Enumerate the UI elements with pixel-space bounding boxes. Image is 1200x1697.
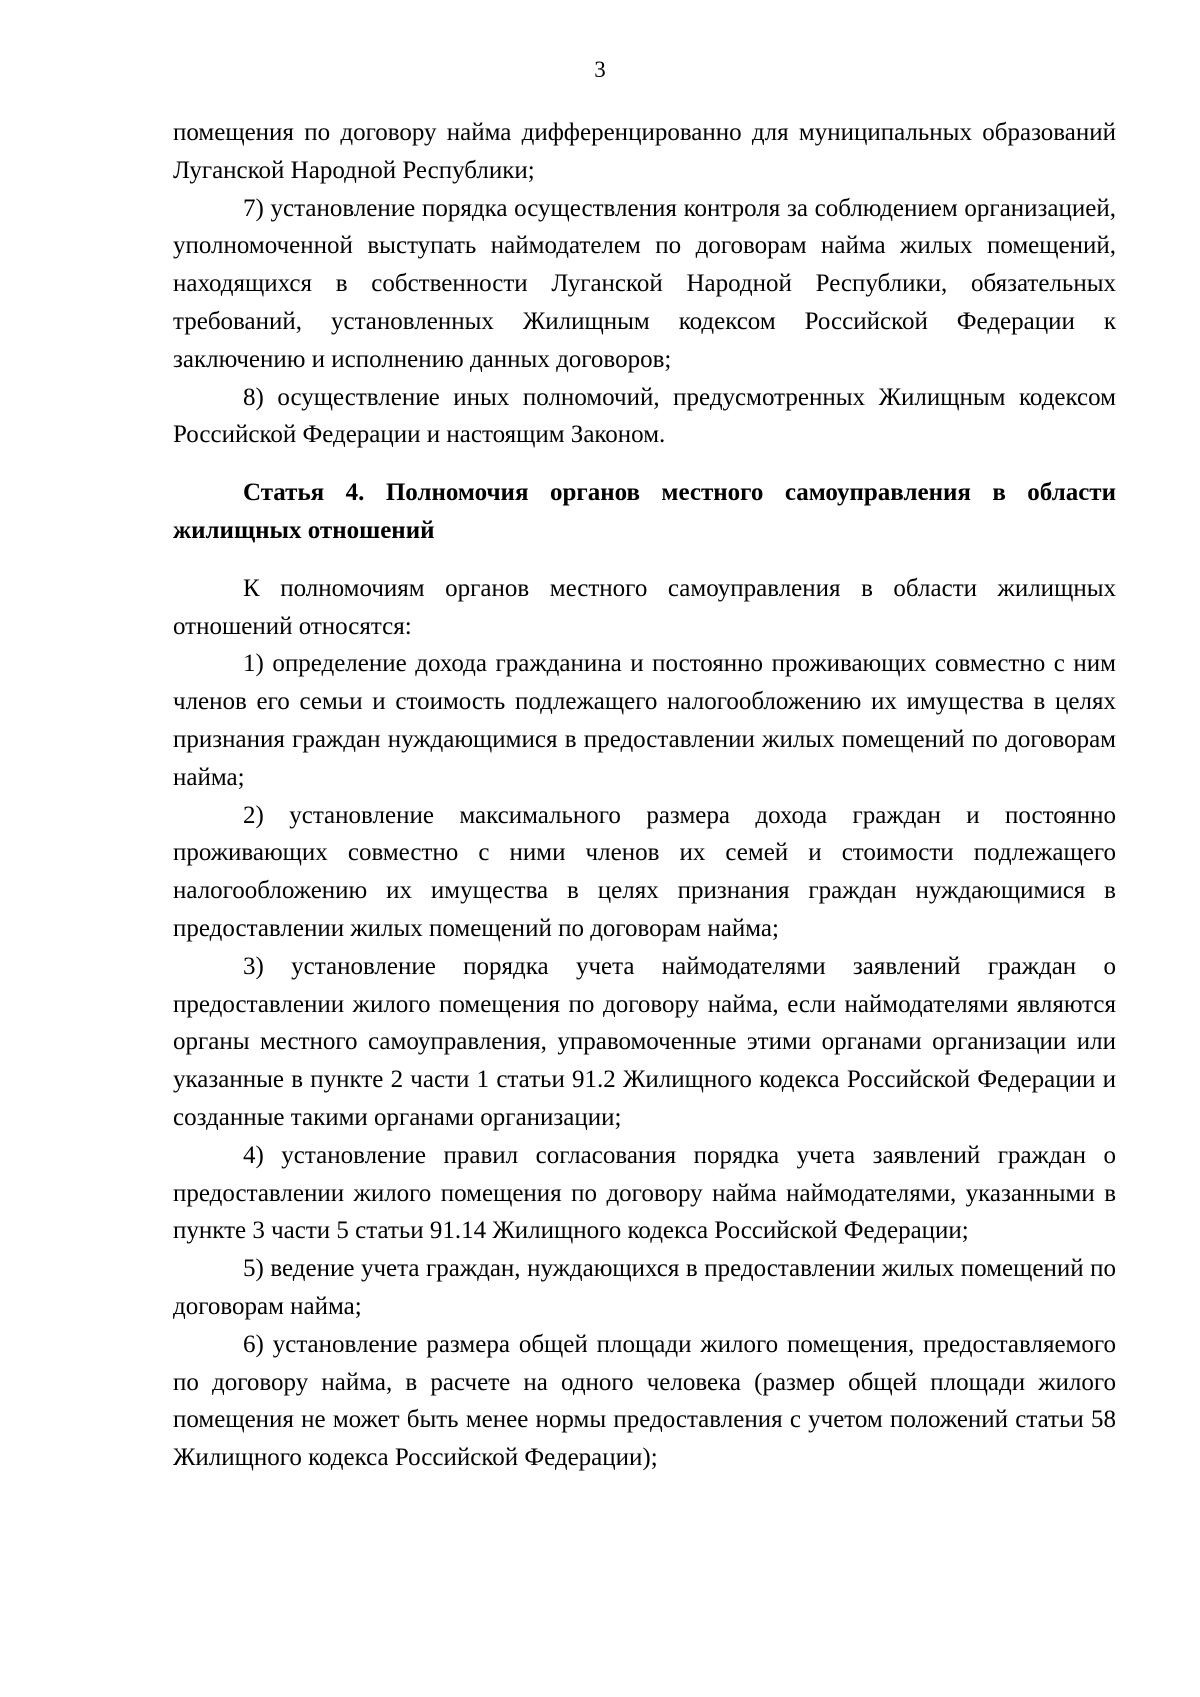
paragraph: 5) ведение учета граждан, нуждающихся в предоставлении жилых помещений по договорам найма; [173, 1255, 1116, 1320]
paragraph: 6) установление размера общей площади жилого помещения, предоставляемого по договору найма, в расчете на одного человека (размер общей площади жилого помещения не может быть менее нормы предоставления с учетом положений статьи 58 Жилищного кодекса Российской Федерации); [173, 1330, 1116, 1472]
article-heading: Статья 4. Полномочия органов местного самоуправления в области жилищных отношений [173, 479, 1116, 544]
paragraph: 8) осуществление иных полномочий, предусмотренных Жилищным кодексом Российской Федерации и настоящим Законом. [173, 383, 1116, 449]
paragraph: 1) определение дохода гражданина и постоянно проживающих совместно с ним членов его семьи и стоимость подлежащего налогообложению их имущества в целях признания граждан нуждающимися в предоставлении жилых помещений по договорам найма; [173, 650, 1116, 791]
paragraph: 3) установление порядка учета наймодателями заявлений граждан о предоставлении жилого помещения по договору найма, если наймодателями являются органы местного самоуправления, управомоченные этими органами организации или указанные в пункте 2 части 1 статьи 91.2 Жилищного кодекса Российской Федерации и созданные такими органами организации; [173, 952, 1116, 1131]
paragraph: 2) установление максимального размера дохода граждан и постоянно проживающих совместно с ними членов их семей и стоимости подлежащего налогообложению их имущества в целях признания граждан нуждающимися в предоставлении жилых помещений по договорам найма; [173, 801, 1116, 942]
page-number: 3 [594, 57, 606, 82]
paragraphs-top [173, 114, 1116, 454]
paragraphs-bottom [173, 570, 1116, 1477]
paragraph: 4) установление правил согласования порядка учета заявлений граждан о предоставлении жилого помещения по договору найма наймодателями, указанными в пункте 3 части 5 статьи 91.14 Жилищного кодекса Российской Федерации; [173, 1141, 1116, 1245]
paragraph: 7) установление порядка осуществления контроля за соблюдением организацией, уполномоченной выступать наймодателем по договорам найма жилых помещений, находящихся в собственности Луганской Народной Республики, обязательных требований, установленных Жилищным кодексом Российской Федерации к заключению и исполнению данных договоров; [173, 194, 1116, 373]
paragraph: помещения по договору найма дифференцированно для муниципальных образований Луганской Народной Республики; [173, 119, 1116, 184]
document-body [173, 114, 1116, 1477]
paragraph: К полномочиям органов местного самоуправления в области жилищных отношений относятся: [173, 574, 1116, 640]
